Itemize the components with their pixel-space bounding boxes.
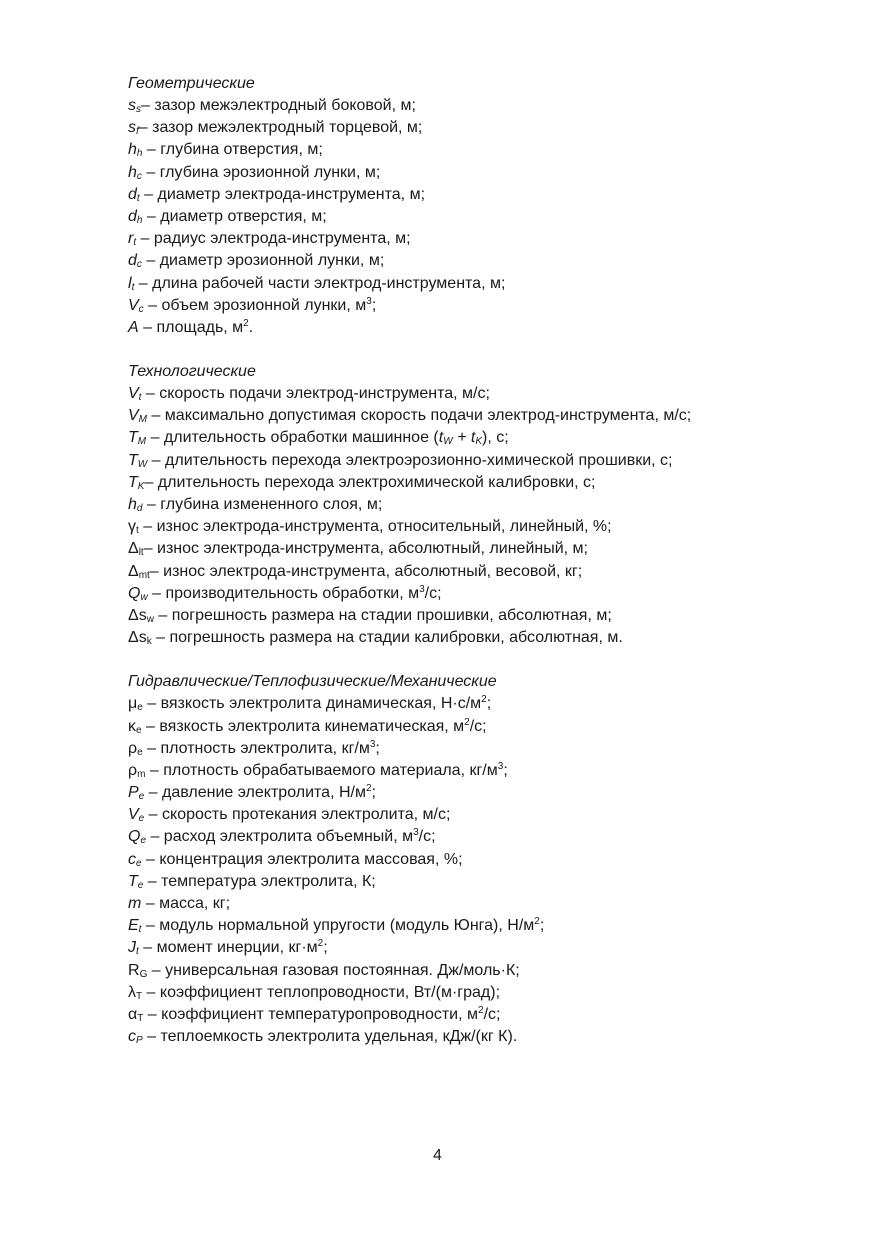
definition-suffix: /с; — [418, 828, 436, 846]
unit-exponent: 2 — [478, 1004, 484, 1016]
symbol: h — [128, 496, 137, 513]
symbol: λ — [128, 983, 136, 1001]
definition-text: – диаметр электрода-инструмента, м; — [139, 185, 426, 203]
definition-line — [128, 162, 828, 184]
symbol-subscript: t — [136, 946, 139, 958]
formula: $t_W + t_K$ — [438, 429, 483, 448]
symbol: V — [128, 407, 139, 425]
definition-text: – скорость протекания электролита, м/с; — [144, 806, 451, 824]
symbol: T — [128, 872, 138, 890]
symbol: h — [128, 141, 137, 159]
symbol-subscript: t — [138, 924, 142, 936]
symbol: Δs — [128, 606, 147, 624]
definition-line — [128, 317, 828, 339]
definition-text: – длительность перехода электрохимической калибровки, с; — [144, 473, 596, 491]
symbol: m — [128, 895, 142, 912]
page-number: 4 — [433, 1147, 442, 1164]
definition-line — [128, 893, 828, 915]
symbol: T — [128, 429, 138, 447]
symbol-subscript: c — [136, 259, 142, 271]
definition-line — [128, 716, 828, 738]
definition-text: – коэффициент теплопроводности, Вт/(м·град); — [142, 983, 501, 1001]
unit-exponent: 2 — [317, 938, 324, 950]
symbol-subscript: m — [137, 768, 146, 780]
definition-line — [128, 472, 828, 494]
symbol: l — [128, 274, 132, 292]
definition-text: – погрешность размера на стадии прошивки, абсолютная, м; — [153, 606, 612, 624]
unit-exponent: 2 — [365, 783, 372, 795]
definition-line — [128, 627, 828, 649]
symbol: c — [128, 1028, 136, 1046]
definition-suffix: ; — [371, 296, 377, 314]
symbol: Q — [128, 584, 141, 602]
definition-suffix: ; — [486, 695, 492, 713]
symbol: c — [128, 850, 136, 868]
definition-suffix: ; — [375, 739, 380, 757]
definition-line — [128, 516, 828, 538]
definition-suffix: ; — [323, 939, 328, 957]
symbol-subscript: T — [137, 1012, 144, 1024]
symbol-subscript: t — [136, 192, 140, 204]
definition-line — [128, 184, 828, 206]
document-page — [128, 73, 828, 1048]
symbol-subscript: K — [137, 480, 145, 492]
symbol: s — [128, 97, 136, 114]
definition-text: – плотность обрабатываемого материала, кг/м — [145, 761, 498, 779]
definition-text: – вязкость электролита динамическая, Н·с/м — [142, 695, 482, 713]
definition-line — [128, 849, 828, 871]
definition-text: – площадь, м — [138, 318, 244, 336]
symbol-subscript: w — [140, 591, 148, 603]
definition-line — [128, 450, 828, 472]
definition-line — [128, 117, 828, 139]
symbol-subscript: e — [136, 857, 142, 869]
symbol-subscript: G — [139, 968, 148, 980]
symbol-subscript: e — [140, 835, 147, 847]
definition-line — [128, 738, 828, 760]
symbol: Q — [128, 828, 141, 846]
definition-text: – концентрация электролита массовая, %; — [141, 850, 463, 868]
definition-line — [128, 405, 828, 427]
definition-text: – масса, кг; — [141, 895, 231, 912]
symbol: V — [128, 296, 139, 314]
symbol-subscript: d — [136, 503, 143, 514]
definition-text: – производительность обработки, м — [147, 584, 420, 602]
definition-text: – теплоемкость электролита удельная, кДж/(кг К). — [142, 1028, 518, 1046]
symbol-subscript: lt — [138, 547, 144, 559]
symbol: d — [128, 207, 137, 225]
definition-text: – погрешность размера на стадии калибровки, абсолютная, м. — [151, 629, 623, 647]
definition-line — [128, 826, 828, 848]
definition-suffix: . — [248, 318, 254, 336]
definition-line — [128, 760, 828, 782]
symbol-subscript: t — [133, 237, 137, 249]
symbol: P — [128, 784, 139, 802]
symbol: γ — [128, 518, 136, 536]
definitions-content — [128, 73, 828, 1048]
definition-text: – глубина измененного слоя, м; — [142, 496, 383, 513]
symbol-subscript: W — [137, 458, 148, 470]
symbol-subscript: M — [138, 414, 148, 426]
unit-exponent: 2 — [534, 916, 540, 928]
unit-exponent: 3 — [366, 295, 372, 307]
symbol-subscript: e — [137, 702, 143, 714]
definition-text: – момент инерции, кг·м — [138, 939, 318, 957]
definition-text: – диаметр отверстия, м; — [142, 207, 327, 225]
symbol-subscript: e — [138, 791, 145, 803]
symbol-subscript: T — [136, 990, 143, 1002]
definition-line — [128, 383, 828, 405]
symbol: V — [128, 385, 139, 403]
definition-suffix: ; — [539, 917, 545, 935]
symbol-subscript: c — [136, 170, 142, 182]
definition-text: – износ электрода-инструмента, относительный, линейный, %; — [138, 518, 612, 536]
section-title: Геометрические — [128, 75, 255, 92]
definition-text: – давление электролита, Н/м — [144, 784, 366, 802]
symbol: ρ — [128, 761, 138, 779]
definition-text: – диаметр эрозионной лунки, м; — [141, 252, 385, 270]
definition-text: – вязкость электролита кинематическая, м — [141, 717, 465, 735]
symbol-subscript: mt — [138, 569, 150, 581]
definition-text: – глубина эрозионной лунки, м; — [141, 163, 381, 181]
unit-exponent: 3 — [419, 583, 425, 595]
definition-text: – длительность перехода электроэрозионно-химической прошивки, с; — [147, 451, 673, 469]
symbol-subscript: s — [136, 104, 141, 115]
unit-exponent: 3 — [413, 827, 419, 839]
symbol: d — [128, 252, 137, 270]
symbol-subscript: P — [136, 1035, 143, 1047]
symbol: E — [128, 917, 139, 935]
definition-line — [128, 250, 828, 272]
symbol: Δ — [128, 540, 139, 558]
section-title: Технологические — [128, 363, 256, 381]
symbol: s — [128, 119, 136, 137]
definition-text: – скорость подачи электрод-инструмента, м/с; — [141, 385, 490, 403]
symbol: R — [128, 961, 140, 979]
symbol: Δ — [128, 562, 139, 580]
section-gap — [128, 339, 828, 361]
section-title: Гидравлические/Теплофизические/Механические — [128, 673, 497, 691]
symbol-subscript: k — [146, 636, 152, 648]
definition-line — [128, 1026, 828, 1048]
symbol: J — [128, 939, 136, 957]
symbol-subscript: f — [136, 126, 139, 138]
definition-line — [128, 1004, 828, 1026]
definition-text: – модуль нормальной упругости (модуль Юнга), Н/м — [141, 917, 535, 935]
definition-line — [128, 804, 828, 826]
definition-line — [128, 782, 828, 804]
definition-line — [128, 937, 828, 959]
symbol: μ — [128, 695, 138, 713]
symbol-subscript: M — [137, 436, 147, 448]
unit-exponent: 2 — [464, 716, 470, 728]
symbol: A — [128, 318, 139, 336]
definition-suffix: /с; — [424, 584, 442, 602]
unit-exponent: 2 — [481, 694, 487, 706]
definition-line — [128, 982, 828, 1004]
definition-suffix: /с; — [469, 717, 487, 735]
definition-line — [128, 95, 828, 117]
definition-line — [128, 960, 828, 982]
definition-text: – коэффициент температуропроводности, м — [143, 1005, 478, 1023]
symbol-subscript: w — [146, 613, 154, 625]
definition-line — [128, 605, 828, 627]
definition-text: – расход электролита объемный, м — [146, 828, 414, 846]
symbol-subscript: c — [138, 303, 144, 315]
symbol-subscript: e — [137, 879, 144, 891]
definition-line — [128, 273, 828, 295]
symbol-subscript: e — [138, 813, 145, 825]
definition-text: – температура электролита, К; — [143, 872, 376, 890]
unit-exponent: 3 — [369, 738, 376, 750]
symbol-subscript: e — [137, 746, 143, 758]
definition-line — [128, 427, 828, 449]
definition-text: – максимально допустимая скорость подачи электрод-инструмента, м/с; — [147, 407, 692, 425]
definition-text: – плотность электролита, кг/м — [142, 739, 370, 757]
unit-exponent: 2 — [243, 317, 249, 329]
definition-text: – длительность обработки машинное ( — [146, 429, 439, 447]
definition-text: – зазор межэлектродный боковой, м; — [141, 97, 416, 114]
definition-line — [128, 139, 828, 161]
definition-suffix: ), с; — [482, 429, 509, 447]
definition-line — [128, 494, 828, 516]
symbol-subscript: t — [136, 525, 139, 537]
definition-text: – объем эрозионной лунки, м — [143, 296, 367, 314]
symbol-subscript: h — [136, 148, 143, 160]
definition-line — [128, 228, 828, 250]
definition-line — [128, 295, 828, 317]
definition-text: – зазор межэлектродный торцевой, м; — [138, 119, 423, 137]
symbol-subscript: e — [136, 724, 142, 736]
definition-line — [128, 538, 828, 560]
definition-text: – радиус электрода-инструмента, м; — [136, 230, 411, 248]
definition-text: – износ электрода-инструмента, абсолютный, весовой, кг; — [149, 562, 583, 580]
definition-line — [128, 693, 828, 715]
definition-line — [128, 583, 828, 605]
symbol: Δs — [128, 629, 147, 647]
definition-suffix: /с; — [483, 1005, 501, 1023]
definition-text: – длина рабочей части электрод-инструмента, м; — [134, 274, 506, 292]
symbol-subscript: t — [138, 392, 142, 404]
definition-text: – износ электрода-инструмента, абсолютный, линейный, м; — [143, 540, 588, 558]
symbol: V — [128, 806, 139, 824]
symbol: T — [128, 451, 138, 469]
symbol-subscript: t — [131, 281, 135, 293]
definition-text: – универсальная газовая постоянная. Дж/моль·К; — [147, 961, 520, 979]
symbol: ρ — [128, 739, 138, 757]
definition-line — [128, 915, 828, 937]
definition-line — [128, 561, 828, 583]
symbol: r — [128, 230, 134, 248]
definition-text: – глубина отверстия, м; — [142, 141, 323, 159]
definition-line — [128, 871, 828, 893]
section-gap — [128, 649, 828, 671]
symbol: α — [128, 1005, 138, 1023]
symbol: h — [128, 163, 137, 181]
symbol-subscript: h — [136, 214, 143, 226]
symbol: κ — [128, 717, 136, 735]
definition-line — [128, 206, 828, 228]
symbol: T — [128, 473, 138, 491]
definition-suffix: ; — [503, 761, 508, 779]
definition-suffix: ; — [371, 784, 376, 802]
unit-exponent: 3 — [497, 760, 504, 772]
symbol: d — [128, 185, 137, 203]
